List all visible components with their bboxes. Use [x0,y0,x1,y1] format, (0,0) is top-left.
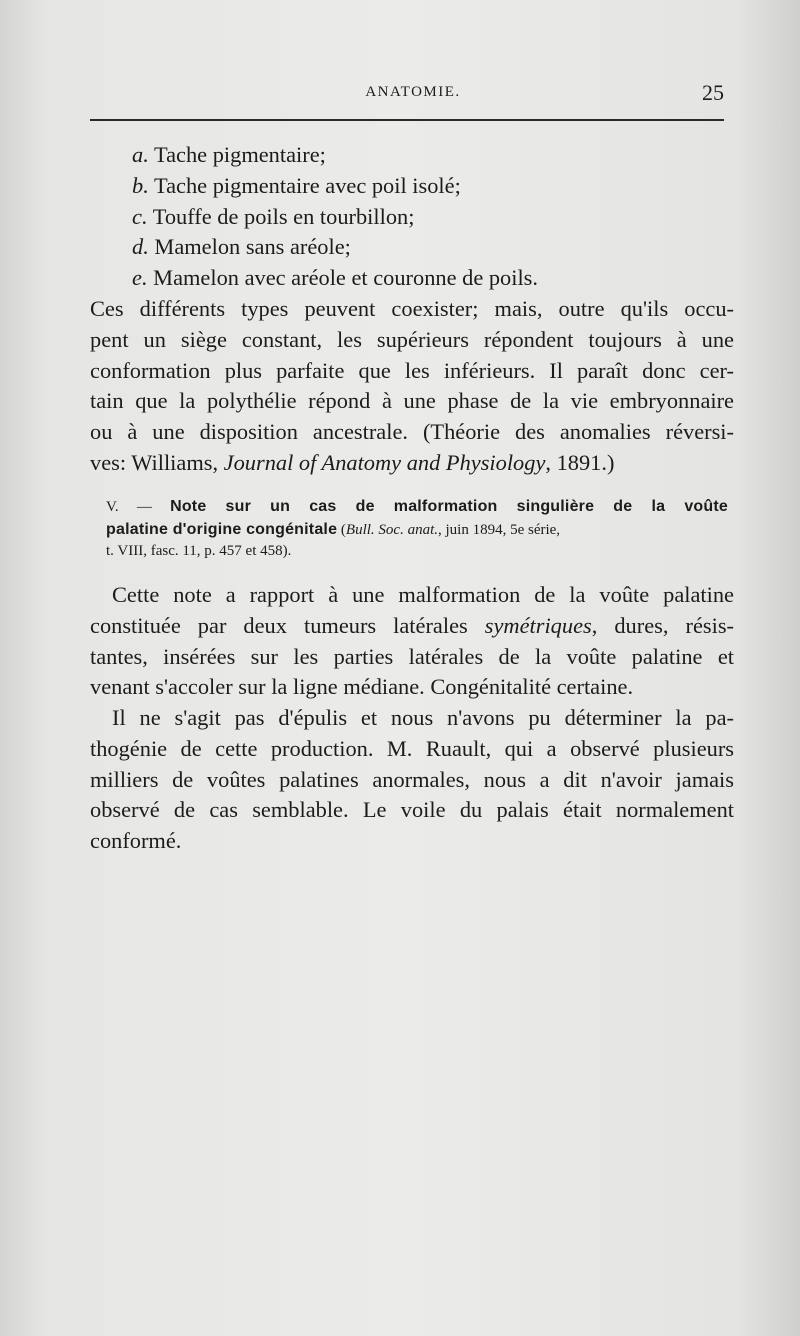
list-letter: d. [132,234,149,260]
list-letter: b. [132,172,149,198]
text-segment: ves: Williams, [90,449,224,475]
running-title: ANATOMIE. [365,84,461,100]
reference-line [106,519,728,542]
reference-source: Bull. Soc. anat. [345,521,438,538]
header-rule [90,119,724,121]
list-text: Tache pigmentaire avec poil isolé; [154,172,461,198]
page-number: 25 [702,80,724,105]
list-text: Touffe de poils en tourbillon; [152,203,415,229]
text-line: pent un siège constant, les supérieurs répondent toujours à une [90,326,734,352]
list-letter: a. [132,142,149,167]
reference-title: palatine d'origine congénitale [106,520,338,538]
list-text: Mamelon sans aréole; [154,234,351,260]
reference-title: Note sur un cas de malformation singulière de la voûte [170,498,728,515]
reference-details-line: t. VIII, fasc. 11, p. 457 et 458). [106,543,292,559]
text-segment: , 1891.) [545,449,615,475]
list-text: Tache pigmentaire; [154,142,326,167]
paragraph-polythelie [90,294,734,479]
reference-details: , juin 1894, 5e série, [438,521,561,538]
emphasis: symétriques [484,612,592,638]
list-item [132,171,776,202]
paragraph-malformation [90,580,734,703]
text-line: ou à une disposition ancestrale. (Théorie des anomalies réversi- [90,419,734,445]
text-line [90,448,734,479]
list-letter: e. [132,265,148,291]
list-item [132,263,776,294]
text-line: tain que la polythélie répond à une phase de la vie embryonnaire [90,388,734,414]
list-item [132,140,776,171]
reference-line [106,496,728,519]
list-letter: c. [132,203,148,229]
text-line: tantes, insérées sur les parties latérales de la voûte palatine et [90,643,734,669]
text-segment: constituée par deux tumeurs latérales [90,612,485,638]
text-line: thogénie de cette production. M. Ruault, qui a observé plusieurs [90,735,734,761]
publication-reference [106,496,728,563]
text-line [90,611,734,642]
text-line: observé de cas semblable. Le voile du palais était normalement [90,797,734,823]
text-line: conformation plus parfaite que les inférieurs. Il paraît donc cer- [90,357,734,383]
list-item [132,202,776,233]
text-line: Ces différents types peuvent coexister; mais, outre qu'ils occu- [90,296,734,321]
text-line: milliers de voûtes palatines anormales, nous a dit n'avoir jamais [90,766,734,792]
reference-numeral: V. — [106,499,171,515]
list-item [132,232,776,263]
list-text: Mamelon avec aréole et couronne de poils. [153,265,538,291]
page-header [90,78,736,108]
reference-paren: ( [337,521,346,538]
text-segment: , dures, résis- [591,612,734,638]
text-line: Cette note a rapport à une malformation de la voûte palatine [112,582,734,607]
journal-title: Journal of Anatomy and Physiology [223,449,546,475]
type-list [90,140,776,294]
paragraph-epulis [90,703,734,857]
text-line: conformé. [90,828,182,854]
text-line: Il ne s'agit pas d'épulis et nous n'avons pu déterminer la pa- [112,705,734,730]
text-line: venant s'accoler sur la ligne médiane. Congénitalité certaine. [90,674,634,700]
